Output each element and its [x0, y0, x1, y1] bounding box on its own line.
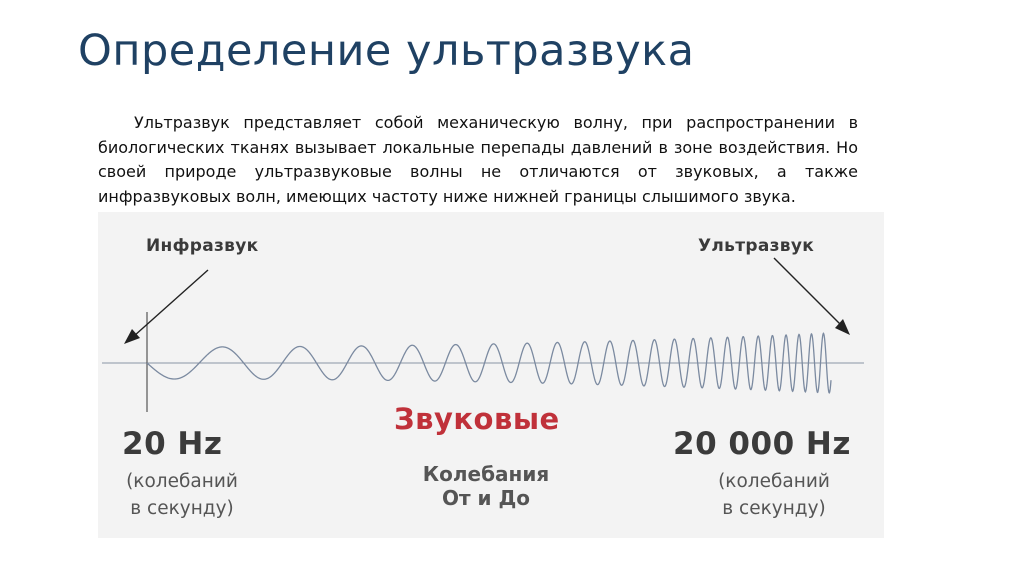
ultrasound-label: Ультразвук	[698, 236, 815, 256]
low-frequency-value: 20 Hz	[122, 426, 223, 462]
audible-range-subtitle: Колебания От и До	[422, 462, 550, 510]
audible-range-title: Звуковые	[394, 402, 560, 436]
frequency-spectrum-figure	[98, 212, 884, 538]
definition-paragraph: Ультразвук представляет собой механическую волну, при распространении в биологических тканях вызывает локальные перепады давлений в зоне воздействия. Но своей природе ультразвуковые волны не отличаются от звуковых, а также инфразвуковых волн, имеющих частоту ниже нижней границы слышимого звука.	[98, 113, 858, 206]
infrasound-arrow	[124, 270, 208, 344]
high-frequency-value: 20 000 Hz	[673, 426, 851, 462]
infrasound-label: Инфразвук	[146, 236, 259, 256]
high-frequency-unit-note: (колебаний в секунду)	[718, 471, 830, 519]
slide-title: Определение ультразвука	[78, 26, 695, 76]
ultrasound-arrow	[774, 258, 850, 335]
low-frequency-unit-note: (колебаний в секунду)	[126, 471, 238, 519]
